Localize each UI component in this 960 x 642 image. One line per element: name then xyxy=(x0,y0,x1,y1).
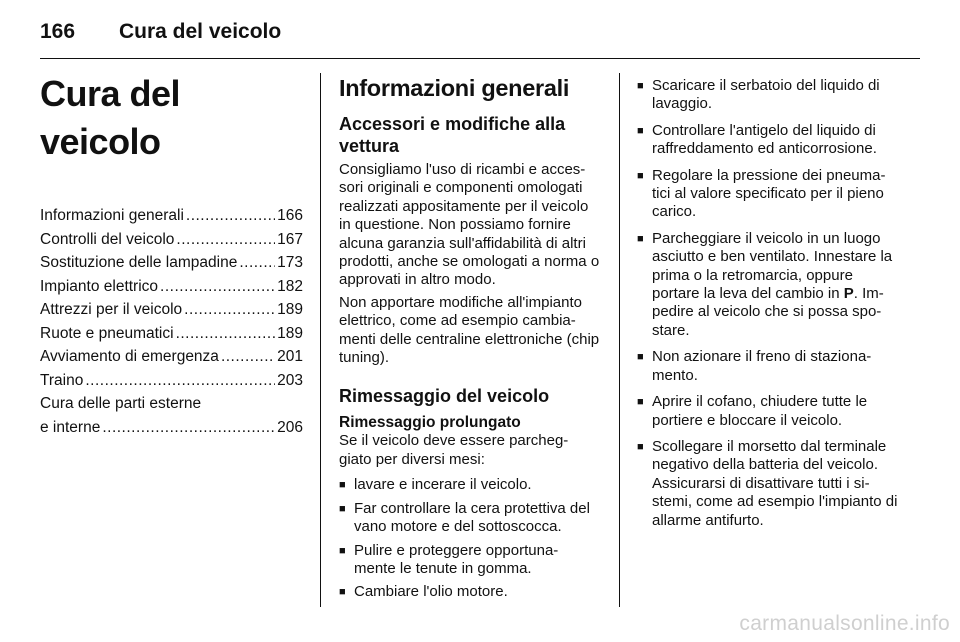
bullet-icon: ■ xyxy=(339,479,346,492)
storage-continued-column xyxy=(637,77,903,538)
bullet-icon: ■ xyxy=(339,544,346,557)
paragraph: Non apportare modifiche all'impianto elettrico, come ad esempio cambia- menti delle centraline elettroniche (chip tuning). xyxy=(339,293,600,367)
chapter-title: Cura del veicolo xyxy=(40,73,181,162)
paragraph: Se il veicolo deve essere parcheg- giato per diversi mesi: xyxy=(339,432,569,468)
list-item: ■ Pulire e proteggere opportuna- mente le tenute in gomma. xyxy=(339,541,559,577)
list-item: ■ Non azionare il freno di staziona- mento. xyxy=(637,348,872,384)
toc-entry[interactable]: Attrezzi per il veicolo ..... 189 xyxy=(40,298,303,322)
bullet-icon: ■ xyxy=(637,80,644,92)
bullet-icon: ■ xyxy=(637,169,644,182)
paragraph: Consigliamo l'uso di ricambi e acces- sori originali e componenti omologati realizzati appositamente per il veicolo in questione. Non possiamo fornire alcuna garanzia sull'affidabilità di altri prodotti, anche se omologati a norma o approvati in altro modo. xyxy=(339,161,600,289)
subsubsection-title: Rimessaggio prolungato xyxy=(339,414,521,432)
list-item: ■ Far controllare la cera protettiva del vano motore e del sottoscocca. xyxy=(339,499,590,536)
toc-entry[interactable]: Informazioni generali ..... 166 xyxy=(40,204,303,228)
bullet-icon: ■ xyxy=(339,502,346,515)
list-item: ■ Regolare la pressione dei pneuma- tici al valore specificato per il pieno carico. xyxy=(637,166,886,221)
list-item: ■ lavare e incerare il veicolo. xyxy=(339,476,532,494)
toc-entry[interactable]: Sostituzione delle lampadine ..... 173 xyxy=(40,251,303,275)
toc-entry[interactable]: Cura delle parti esterne e interne ..... 206 xyxy=(40,392,303,439)
list-item: ■ Cambiare l'olio motore. xyxy=(339,583,508,601)
header-rule xyxy=(40,58,920,59)
running-title: Cura del veicolo xyxy=(119,20,282,43)
toc-entry[interactable]: Impianto elettrico ..... 182 xyxy=(40,275,303,299)
bullet-icon: ■ xyxy=(339,586,346,599)
chapter-column xyxy=(40,70,303,439)
section-title: Informazioni generali xyxy=(339,75,570,101)
toc-entry[interactable]: Controlli del veicolo ..... 167 xyxy=(40,228,303,252)
storage-list xyxy=(339,476,604,601)
table-of-contents xyxy=(40,204,303,439)
page-header xyxy=(40,16,920,50)
general-info-column xyxy=(339,73,604,607)
list-item: ■ Scaricare il serbatoio del liquido di lavaggio. xyxy=(637,77,880,113)
subsection-title: Accessori e modifiche alla vettura xyxy=(339,114,566,156)
list-item: ■ Parcheggiare il veicolo in un luogo asciutto e ben ventilato. Innestare la prima o la retromarcia, oppure portare la leva del cambio in P. Im- pedire al veicolo che si possa spo- stare. xyxy=(637,229,893,339)
list-item: ■ Aprire il cofano, chiudere tutte le portiere e bloccare il veicolo. xyxy=(637,393,868,429)
storage-list-continued xyxy=(637,77,903,530)
gear-position: P xyxy=(843,285,854,303)
toc-entry[interactable]: Traino ..... 203 xyxy=(40,369,303,393)
bullet-icon: ■ xyxy=(637,440,644,453)
page-number: 166 xyxy=(40,20,76,43)
list-item: ■ Controllare l'antigelo del liquido di raffreddamento ed anticorrosione. xyxy=(637,121,877,158)
column-divider xyxy=(619,73,620,607)
bullet-icon: ■ xyxy=(637,396,644,409)
column-divider xyxy=(320,73,321,607)
bullet-icon: ■ xyxy=(637,351,644,364)
watermark: carmanualsonline.info xyxy=(739,612,950,635)
bullet-icon: ■ xyxy=(637,124,644,137)
toc-entry[interactable]: Avviamento di emergenza ..... 201 xyxy=(40,345,303,369)
list-item: ■ Scollegare il morsetto dal terminale negativo della batteria del veicolo. Assicurarsi di disattivare tutti i si- stemi, come ad esempio l'impianto di allarme antifurto. xyxy=(637,437,898,529)
subsection-title: Rimessaggio del veicolo xyxy=(339,386,550,407)
toc-entry[interactable]: Ruote e pneumatici ..... 189 xyxy=(40,322,303,346)
bullet-icon: ■ xyxy=(637,232,644,245)
